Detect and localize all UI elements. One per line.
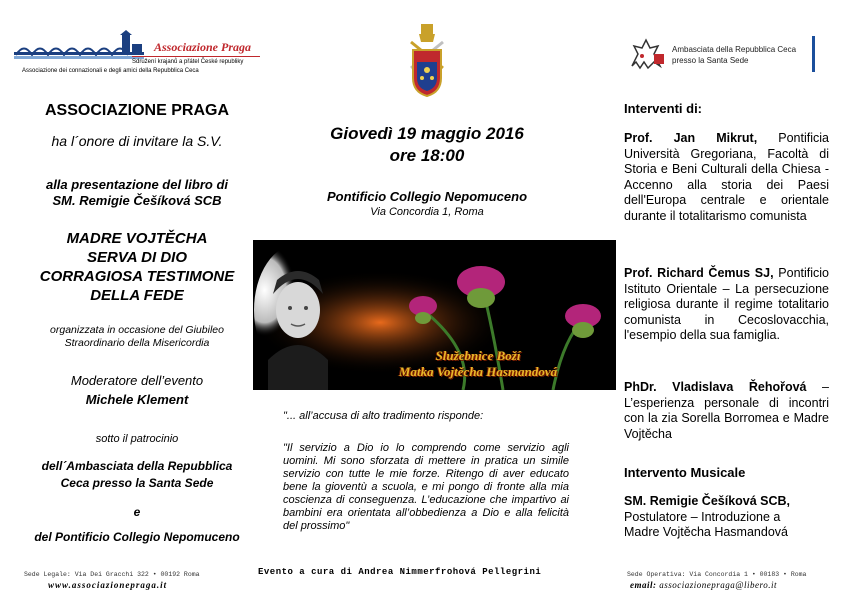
- speaker-4-desc-line1: Postulatore – Introduzione a: [624, 509, 781, 524]
- interventions-title: Interventi di:: [624, 101, 703, 116]
- event-datetime: [262, 123, 592, 167]
- book-title-line1: MADRE VOJTĚCHA: [66, 230, 208, 247]
- speaker-1: [624, 131, 829, 224]
- musical-title: Intervento Musicale: [624, 465, 746, 480]
- organized-line2: Straordinario della Misericordia: [64, 337, 210, 349]
- czech-lion-icon: [626, 36, 668, 72]
- photo-caption-line2: Matka Vojtěcha Hasmandová: [398, 364, 558, 379]
- embassy-logo-text: [672, 44, 796, 66]
- association-logo-name: Associazione Praga: [154, 40, 252, 54]
- speaker-2-desc: Pontificio Istituto Orientale – La persecuzione religiosa durante il regime totalitario comunista in Cecoslovacchia, l'esempio della sua famiglia.: [624, 266, 830, 342]
- invite-text: ha l´onore di invitare la S.V.: [51, 133, 223, 149]
- moderator-label: Moderatore dell’evento: [70, 373, 204, 388]
- event-date: Giovedì 19 maggio 2016: [330, 124, 524, 143]
- association-logo-subtitle-italian: Associazione dei connazionali e degli amici della Repubblica Ceca: [22, 68, 199, 74]
- event-photo: [253, 240, 616, 390]
- footer-curator: Evento a cura di Andrea Nimmerfrohová Pellegrini: [258, 567, 542, 577]
- book-title-line4: DELLA FEDE: [90, 287, 184, 304]
- embassy-logo-line1: Ambasciata della Repubblica Ceca: [672, 45, 797, 54]
- embassy-logo-bar: [812, 36, 815, 72]
- footer-email: [630, 580, 777, 590]
- presentation-author: SM. Remigie Češíková SCB: [52, 193, 222, 208]
- papal-coat-of-arms: [405, 20, 449, 102]
- photo-caption: [343, 348, 613, 380]
- patron-college: del Pontificio Collegio Nepomuceno: [34, 530, 240, 544]
- coat-of-arms-icon: [405, 20, 449, 102]
- association-logo-subtitle-czech: Sdružení krajanů a přátel České republiky: [132, 59, 244, 65]
- association-logo: [14, 30, 254, 78]
- speaker-1-desc: Pontificia Università Gregoriana, Facoltà di Storia e Beni Culturali della Chiesa - Accenno alla storia dei Paesi dell'Europa centrale e orientale durante il totalitarismo comunista: [624, 131, 829, 223]
- patronage-label: sotto il patrocinio: [95, 433, 179, 445]
- speaker-2: [624, 266, 829, 344]
- organized-note: [12, 324, 262, 350]
- charles-bridge-icon: [14, 30, 144, 62]
- event-time: ore 18:00: [389, 146, 465, 165]
- photo-caption-line1: Služebnice Boží: [435, 348, 521, 363]
- presentation-line1: alla presentazione del libro di: [45, 177, 229, 192]
- quote-intro: "... all’accusa di alto tradimento risponde:: [283, 410, 484, 422]
- speaker-3: [624, 380, 829, 442]
- book-title-line3: CORRAGIOSA TESTIMONE: [39, 268, 235, 285]
- footer-email-label: email:: [630, 580, 657, 590]
- embassy-logo: [626, 36, 816, 72]
- patron-embassy: [12, 458, 262, 492]
- embassy-logo-line2: presso la Santa Sede: [672, 56, 749, 65]
- speaker-2-name: Prof. Richard Čemus SJ,: [624, 266, 774, 280]
- patron-embassy-line1: dell´Ambasciata della Repubblica: [41, 459, 233, 473]
- footer-legal-address: Sede Legale: Via Dei Gracchi 322 • 00192 Roma: [24, 571, 200, 578]
- speaker-1-name: Prof. Jan Mikrut,: [624, 131, 758, 145]
- organized-line1: organizzata in occasione del Giubileo: [50, 324, 224, 336]
- conjunction-text: e: [133, 505, 141, 519]
- footer-email-address[interactable]: associazionepraga@libero.it: [659, 580, 777, 590]
- event-venue: Pontificio Collegio Nepomuceno: [326, 189, 528, 204]
- moderator-name: Michele Klement: [85, 392, 189, 407]
- speaker-3-desc: – L’esperienza personale di incontri con la zia Sorella Borromea e Madre Vojtěcha: [624, 380, 829, 441]
- book-title-line2: SERVA DI DIO: [86, 249, 187, 266]
- speaker-4-name: SM. Remigie Češíková SCB,: [624, 494, 791, 508]
- speaker-4-desc-line2: Madre Vojtěcha Hasmandová: [624, 525, 788, 539]
- event-address: Via Concordia 1, Roma: [370, 206, 484, 218]
- footer-website[interactable]: www.associazionepraga.it: [48, 580, 168, 590]
- book-title: [12, 229, 262, 305]
- speaker-4: [624, 494, 829, 541]
- logo-underline: [132, 56, 260, 57]
- footer-operating-address: Sede Operativa: Via Concordia 1 • 00183 • Roma: [627, 571, 807, 578]
- association-title: ASSOCIAZIONE PRAGA: [44, 102, 229, 119]
- speaker-3-name: PhDr. Vladislava Řehořová: [624, 380, 807, 394]
- patron-embassy-line2: Ceca presso la Santa Sede: [60, 476, 214, 490]
- quote-text: "Il servizio a Dio io lo comprendo come servizio agli uomini. Mi sono sforzata di mettere in pratica un simile servizio con tutte le mie forze. Ritengo di aver educato bene la gioventù a scuola, e mi pongo di fronte alla mia coscienza di conseguenza. L’educazione che impartivo ai bambini era orientata all’obbedienza a Dio e alla felicità del prossimo": [283, 442, 569, 532]
